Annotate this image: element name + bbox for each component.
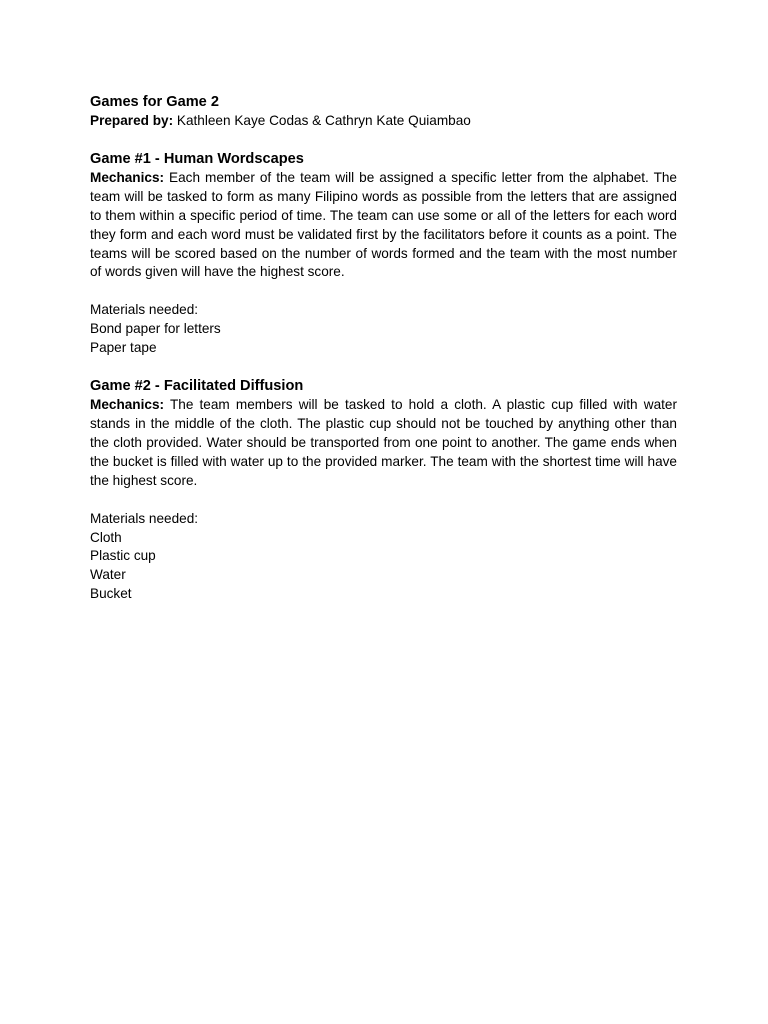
game-section-1 bbox=[90, 149, 677, 358]
prepared-by-names: Kathleen Kaye Codas & Cathryn Kate Quiambao bbox=[173, 113, 471, 128]
list-item: Paper tape bbox=[90, 340, 157, 356]
document-title: Games for Game 2 bbox=[90, 94, 219, 110]
materials-list bbox=[90, 320, 677, 358]
materials-label: Materials needed: bbox=[90, 510, 199, 526]
mechanics-text: Each member of the team will be assigned a specific letter from the alphabet. The team will be tasked to form as many Filipino words as possible from the letters that are assigned to them within a specific period of time. The team can use some or all of the letters for each word they form and each word must be validated first by the facilitators before it counts as a point. The teams will be scored based on the number of words formed and the team with the most number of words given will have the highest score. bbox=[90, 169, 677, 280]
materials-label: Materials needed: bbox=[90, 302, 199, 318]
list-item: Bond paper for letters bbox=[90, 321, 221, 337]
materials-list bbox=[90, 529, 677, 605]
game-section-2 bbox=[90, 376, 677, 604]
list-item: Bucket bbox=[90, 586, 132, 602]
game-heading: Game #2 - Facilitated Diffusion bbox=[90, 378, 304, 395]
list-item: Cloth bbox=[90, 529, 122, 545]
list-item: Plastic cup bbox=[90, 548, 156, 564]
list-item: Water bbox=[90, 567, 126, 583]
prepared-by-line bbox=[90, 112, 677, 131]
prepared-by-label: Prepared by: bbox=[90, 113, 174, 128]
game-mechanics bbox=[90, 169, 677, 282]
mechanics-text: The team members will be tasked to hold a cloth. A plastic cup filled with water stands in the middle of the cloth. The plastic cup should not be touched by anything other than the cloth provided. Water should be transported from one point to another. The game ends when the bucket is filled with water up to the provided marker. The team with the shortest time will have the highest score. bbox=[90, 397, 677, 488]
mechanics-label: Mechanics: bbox=[90, 397, 165, 413]
game-mechanics bbox=[90, 396, 677, 491]
game-heading: Game #1 - Human Wordscapes bbox=[90, 150, 304, 167]
document-page bbox=[90, 92, 677, 604]
mechanics-label: Mechanics: bbox=[90, 169, 165, 185]
